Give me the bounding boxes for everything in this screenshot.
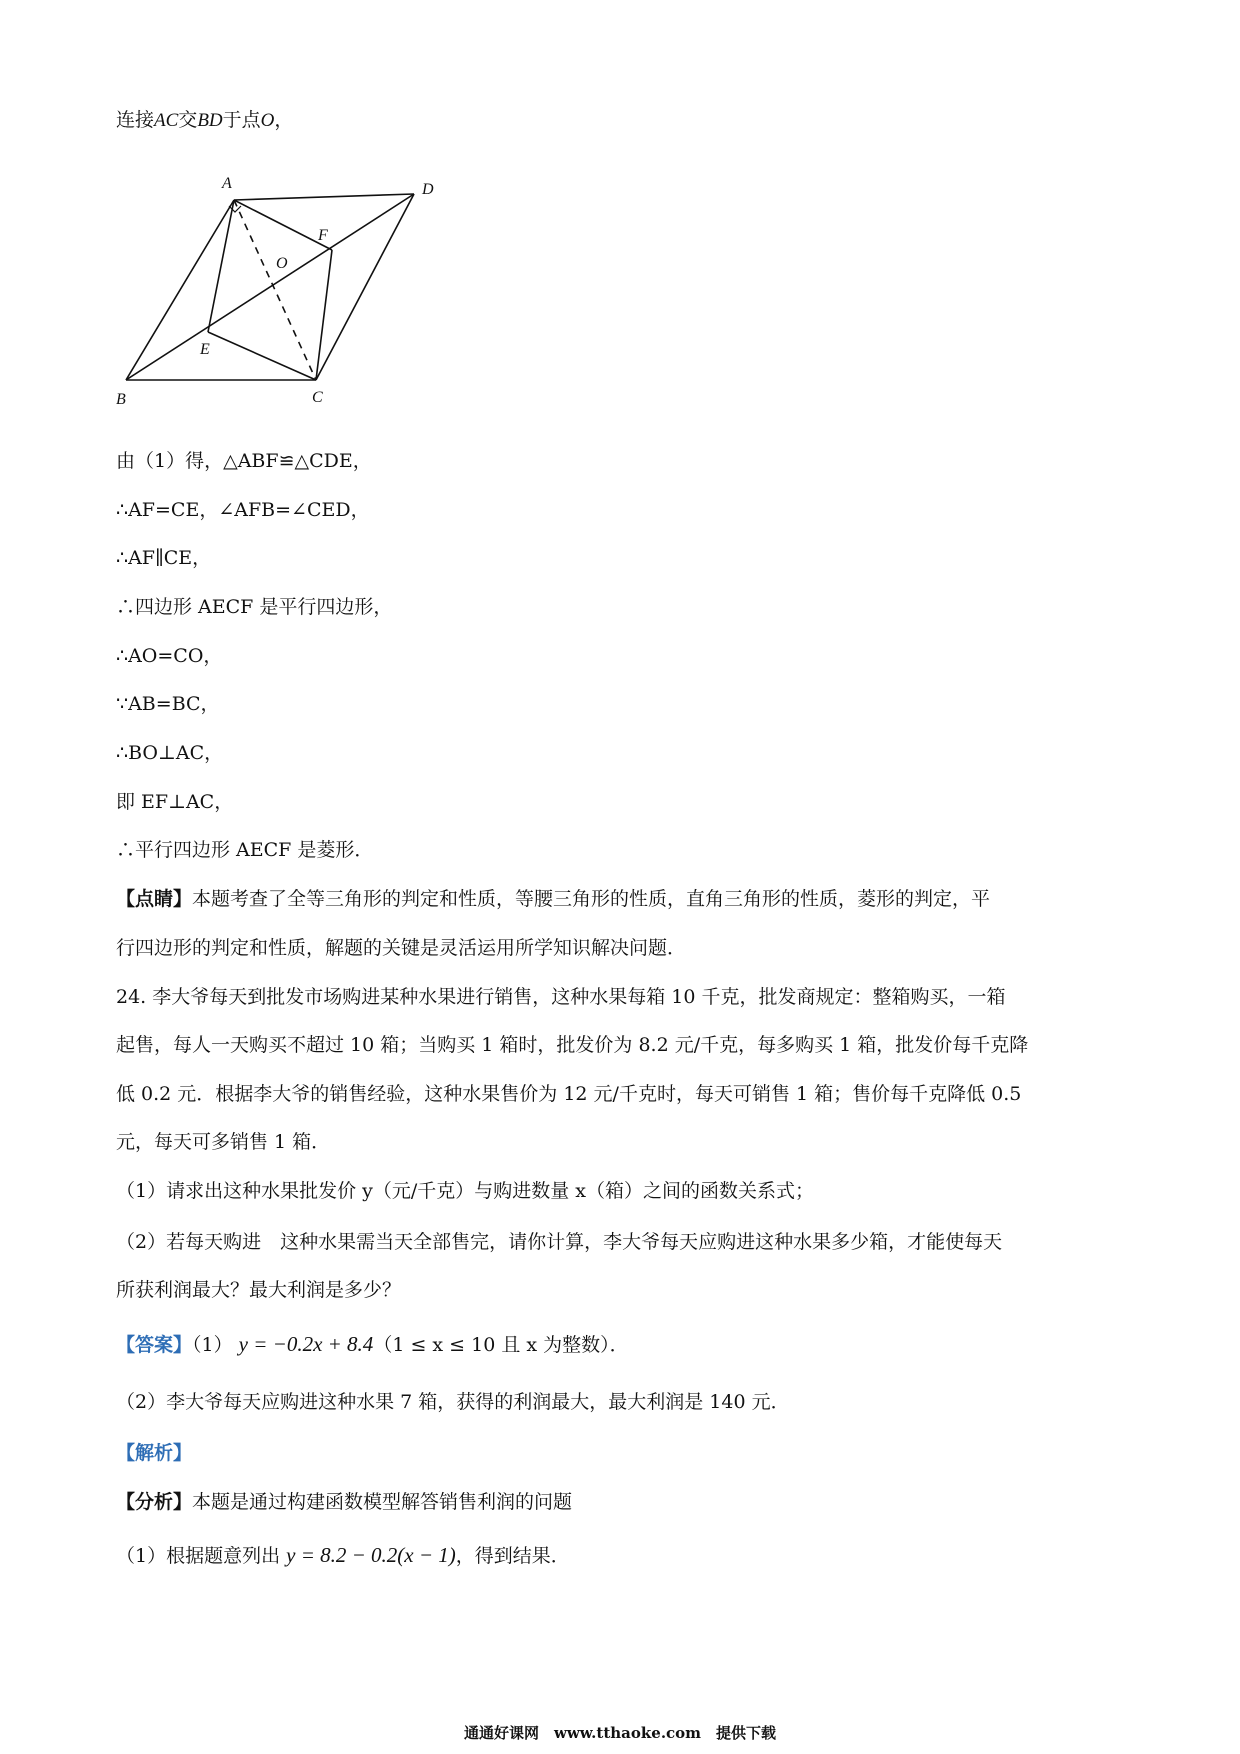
label-c: C — [312, 389, 323, 406]
step1-post: ，得到结果． — [455, 1545, 570, 1567]
fenxi-tag: 【分析】 — [116, 1491, 193, 1513]
proof-line-5: ∴AO=CO， — [116, 645, 223, 667]
intro-text: ， — [274, 109, 294, 131]
question-1: （1）请求出这种水果批发价 y（元/千克）与购进数量 x（箱）之间的函数关系式； — [116, 1180, 815, 1202]
proof-line-1: 由（1）得，△ABF≌△CDE， — [116, 450, 372, 472]
answer-condition: （1 ≤ x ≤ 10 且 x 为整数）． — [373, 1334, 629, 1356]
dianjing-text: 本题考查了全等三角形的判定和性质，等腰三角形的性质，直角三角形的性质，菱形的判定，平 — [192, 888, 991, 910]
jiexi-tag: 【解析】 — [116, 1442, 193, 1464]
answer-tag: 【答案】 — [116, 1334, 193, 1356]
proof-line-2: ∴AF=CE，∠AFB=∠CED， — [116, 499, 370, 521]
problem24-line-3: 低 0.2 元．根据李大爷的销售经验，这种水果售价为 12 元/千克时，每天可销售 1 箱；售价每千克降低 0.5 — [116, 1083, 1022, 1105]
proof-line-8: 即 EF⊥AC， — [116, 791, 234, 813]
question-2-line-1: （2）若每天购进 这种水果需当天全部售完，请你计算，李大爷每天应购进这种水果多少箱，才能使每天 — [116, 1231, 1003, 1253]
proof-line-3: ∴AF∥CE， — [116, 547, 212, 569]
label-o: O — [276, 255, 288, 272]
intro-line — [116, 108, 293, 133]
diagonal-ac-dashed — [234, 200, 316, 380]
fenxi-text: 本题是通过构建函数模型解答销售利润的问题 — [192, 1491, 573, 1513]
edge-dc — [316, 194, 414, 380]
jiexi-line — [116, 1441, 192, 1465]
point-o: O — [260, 110, 275, 131]
label-a: A — [222, 175, 232, 192]
dianjing-tag: 【点睛】 — [116, 888, 193, 910]
proof-line-9: ∴平行四边形 AECF 是菱形． — [116, 839, 374, 861]
dianjing-line-2: 行四边形的判定和性质，解题的关键是灵活运用所学知识解决问题． — [116, 937, 687, 959]
answer-part1-prefix: （1） — [192, 1334, 233, 1356]
label-f: F — [318, 227, 328, 244]
dianjing-line-1 — [116, 887, 990, 911]
edge-ec — [208, 332, 316, 380]
proof-line-6: ∵AB=BC， — [116, 693, 220, 715]
edge-ba — [126, 200, 234, 380]
edge-cf — [316, 250, 332, 380]
proof-line-4: ∴四边形 AECF 是平行四边形， — [116, 596, 393, 618]
step1-line — [116, 1543, 570, 1568]
fenxi-line — [116, 1490, 572, 1514]
edge-ad — [234, 194, 414, 200]
step1-pre: （1）根据题意列出 — [116, 1545, 281, 1567]
right-angle-mark — [229, 206, 241, 212]
problem24-line-2: 起售，每人一天购买不超过 10 箱；当购买 1 箱时，批发价为 8.2 元/千克，每多购买 1 箱，批发价每千克降 — [116, 1034, 1029, 1056]
question-2-line-2: 所获利润最大？最大利润是多少？ — [116, 1279, 402, 1301]
problem24-line-1: 24. 李大爷每天到批发市场购进某种水果进行销售，这种水果每箱 10 千克，批发商规定：整箱购买，一箱 — [116, 986, 1006, 1008]
intro-text: 于点 — [222, 109, 261, 131]
problem24-line-4: 元，每天可多销售 1 箱． — [116, 1131, 331, 1153]
label-e: E — [200, 341, 210, 358]
answer-line-2: （2）李大爷每天应购进这种水果 7 箱，获得的利润最大，最大利润是 140 元． — [116, 1391, 790, 1413]
segment-bd: BD — [197, 110, 223, 131]
answer-line-1 — [116, 1332, 629, 1357]
label-d: D — [422, 181, 434, 198]
intro-text: 交 — [178, 109, 198, 131]
diagonal-bd — [126, 194, 414, 380]
step1-formula: y = 8.2 − 0.2(x − 1) — [286, 1543, 456, 1567]
segment-ac: AC — [154, 110, 179, 131]
proof-line-7: ∴BO⊥AC， — [116, 742, 224, 764]
answer-formula: y = −0.2x + 8.4 — [238, 1332, 374, 1356]
label-b: B — [116, 391, 126, 408]
page-footer: 通通好课网 www.tthaoke.com 提供下载 — [463, 1724, 777, 1742]
intro-text: 连接 — [116, 109, 155, 131]
geometry-figure — [112, 168, 452, 418]
